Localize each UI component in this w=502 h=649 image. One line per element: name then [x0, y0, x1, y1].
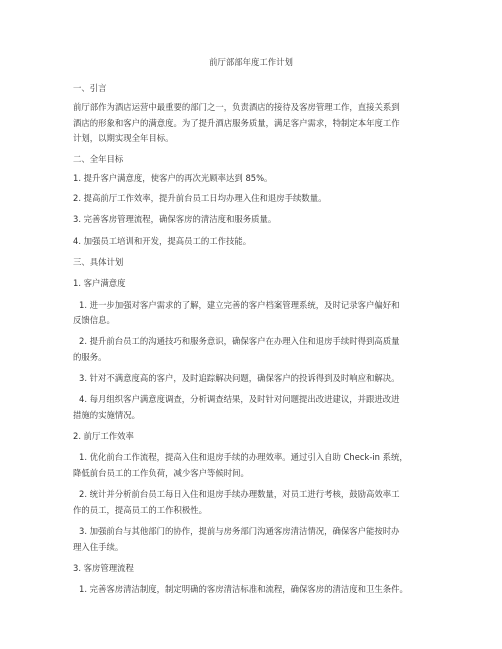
- list-item: 1. 进一步加强对客户需求的了解，建立完善的客户档案管理系统，及时记录客户偏好和: [79, 300, 400, 310]
- list-item-continuation: 作的员工，提高员工的工作积极性。: [73, 505, 207, 515]
- list-item: 2. 提高前厅工作效率，提升前台员工日均办理入住和退房手续数量。: [73, 193, 327, 203]
- subsection-heading: 1. 客户满意度: [73, 278, 126, 288]
- subsection-heading: 3. 客房管理流程: [73, 563, 134, 573]
- paragraph-line: 计划，以期实现全年目标。: [73, 133, 174, 143]
- section-heading: 二、全年目标: [73, 154, 124, 164]
- list-item: 1. 优化前台工作流程，提高入住和退房手续的办理效率。通过引入自助 Check-in 系统，: [79, 452, 408, 462]
- list-item: 2. 统计并分析前台员工每日入住和退房手续办理数量，对员工进行考核，鼓励高效率工: [79, 489, 400, 499]
- paragraph-line: 前厅部作为酒店运营中最重要的部门之一，负责酒店的接待及客房管理工作，直接关系到: [73, 102, 400, 112]
- subsection-heading: 2. 前厅工作效率: [73, 431, 134, 441]
- list-item: 4. 加强员工培训和开发，提高员工的工作技能。: [73, 236, 252, 246]
- list-item: 2. 提升前台员工的沟通技巧和服务意识，确保客户在办理入住和退房手续时得到高质量: [79, 336, 400, 346]
- document-title: 前厅部部年度工作计划: [209, 57, 293, 67]
- section-heading: 一、引言: [73, 83, 107, 93]
- section-heading: 三、具体计划: [73, 257, 124, 267]
- list-item-continuation: 降低前台员工的工作负荷，减少客户等候时间。: [73, 468, 249, 478]
- list-item: 4. 每月组织客户满意度调查，分析调查结果，及时针对问题提出改进建议，并跟进改进: [79, 394, 400, 404]
- list-item: 1. 提升客户满意度，使客户的再次光顾率达到 85%。: [73, 173, 273, 183]
- list-item: 3. 加强前台与其他部门的协作，提前与房务部门沟通客房清洁情况，确保客户能按时办: [79, 526, 400, 536]
- list-item-continuation: 理入住手续。: [73, 542, 124, 552]
- list-item: 3. 完善客房管理流程，确保客房的清洁度和服务质量。: [73, 214, 277, 224]
- list-item: 3. 针对不满意度高的客户，及时追踪解决问题，确保客户的投诉得到及时响应和解决。: [79, 373, 400, 383]
- list-item: 1. 完善客房清洁制度，制定明确的客房清洁标准和流程，确保客房的清洁度和卫生条件。: [79, 584, 408, 594]
- list-item-continuation: 的服务。: [73, 352, 107, 362]
- paragraph-line: 酒店的形象和客户的满意度。为了提升酒店服务质量，满足客户需求，特制定本年度工作: [73, 118, 400, 128]
- list-item-continuation: 措施的实施情况。: [73, 410, 140, 420]
- list-item-continuation: 反馈信息。: [73, 315, 115, 325]
